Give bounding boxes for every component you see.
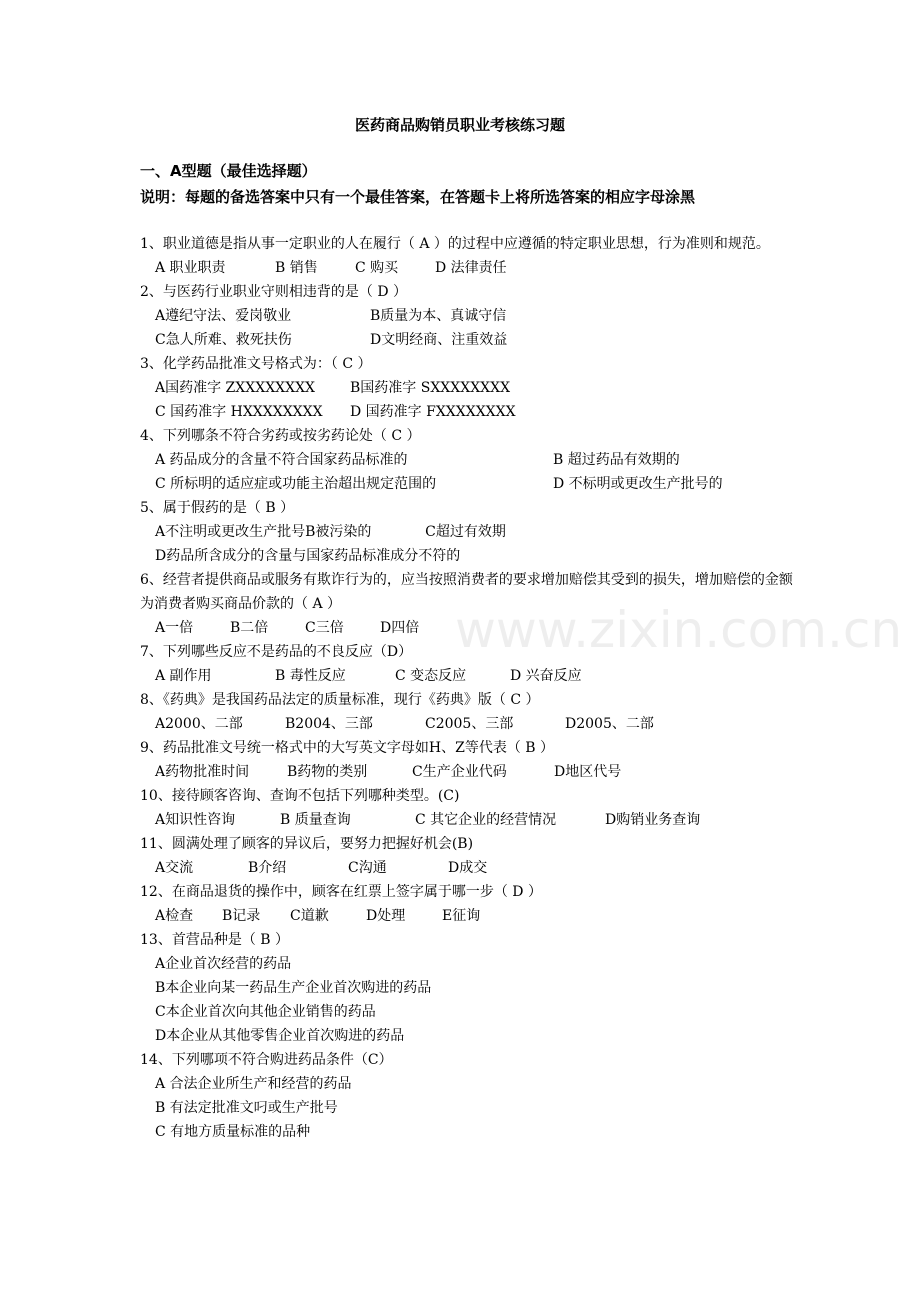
question-stem: 2、与医药行业职业守则相违背的是（ D ） xyxy=(140,284,408,300)
option-row xyxy=(140,328,800,352)
question-item xyxy=(140,424,800,496)
answer-option: D 法律责任 xyxy=(435,260,507,276)
question-stem: 14、下列哪项不符合购进药品条件（C） xyxy=(140,1052,393,1068)
answer-option: A交流 xyxy=(155,860,194,876)
question-stem: 12、在商品退货的操作中，顾客在红票上签字属于哪一步（ D ） xyxy=(140,884,542,900)
question-stem: 11、圆满处理了顾客的异议后，要努力把握好机会(B) xyxy=(140,836,474,852)
option-row xyxy=(140,448,800,472)
option-row xyxy=(140,544,800,568)
answer-option: A国药准字 ZXXXXXXXX xyxy=(155,380,316,396)
section-heading: 一、A型题（最佳选择题） xyxy=(140,162,317,180)
answer-option: B 毒性反应 xyxy=(275,668,346,684)
answer-option: A检查 xyxy=(155,908,194,924)
question-stem: 5、属于假药的是（ B ） xyxy=(140,500,295,516)
answer-option: D 国药准字 FXXXXXXXX xyxy=(350,404,516,420)
answer-option: C 购买 xyxy=(355,260,399,276)
question-item xyxy=(140,736,800,784)
answer-option: B2004、三部 xyxy=(285,716,373,732)
option-row xyxy=(140,952,800,976)
answer-option: D2005、二部 xyxy=(565,716,654,732)
answer-option: C道歉 xyxy=(290,908,329,924)
question-item xyxy=(140,928,800,1048)
question-item xyxy=(140,688,800,736)
question-item xyxy=(140,832,800,880)
answer-option: B国药准字 SXXXXXXXX xyxy=(350,380,511,396)
option-row xyxy=(140,1024,800,1048)
answer-option: A不注明或更改生产批号 xyxy=(155,524,306,540)
answer-option: E征询 xyxy=(442,908,481,924)
answer-option: B药物的类别 xyxy=(287,764,368,780)
question-item xyxy=(140,880,800,928)
question-item xyxy=(140,280,800,352)
answer-option: C2005、三部 xyxy=(425,716,514,732)
question-item xyxy=(140,352,800,424)
answer-option: C本企业首次向其他企业销售的药品 xyxy=(155,1004,376,1020)
question-stem: 10、接待顾客咨询、查询不包括下列哪种类型。(C) xyxy=(140,788,460,804)
option-row xyxy=(140,616,800,640)
answer-option: A遵纪守法、爱岗敬业 xyxy=(155,308,292,324)
option-row xyxy=(140,904,800,928)
answer-option: C 所标明的适应症或功能主治超出规定范围的 xyxy=(155,476,437,492)
option-row xyxy=(140,1072,800,1096)
answer-option: C急人所难、救死扶伤 xyxy=(155,332,292,348)
option-row xyxy=(140,856,800,880)
answer-option: A药物批准时间 xyxy=(155,764,250,780)
option-row xyxy=(140,664,800,688)
option-row xyxy=(140,472,800,496)
answer-option: D 兴奋反应 xyxy=(510,668,582,684)
answer-option: A2000、二部 xyxy=(155,716,243,732)
answer-option: B记录 xyxy=(222,908,261,924)
answer-option: C超过有效期 xyxy=(425,524,506,540)
answer-option: D成交 xyxy=(448,860,488,876)
answer-option: C 有地方质量标准的品种 xyxy=(155,1124,311,1140)
answer-option: C 国药准字 HXXXXXXXX xyxy=(155,404,323,420)
option-row xyxy=(140,760,800,784)
option-row xyxy=(140,712,800,736)
question-item xyxy=(140,784,800,832)
answer-option: B 超过药品有效期的 xyxy=(553,452,680,468)
answer-option: D文明经商、注重效益 xyxy=(370,332,508,348)
answer-option: C三倍 xyxy=(305,620,344,636)
section-instructions: 说明：每题的备选答案中只有一个最佳答案，在答题卡上将所选答案的相应字母涂黑 xyxy=(140,188,696,206)
answer-option: B本企业向某一药品生产企业首次购进的药品 xyxy=(155,980,432,996)
answer-option: D处理 xyxy=(366,908,406,924)
question-item xyxy=(140,1048,800,1144)
answer-option: A一倍 xyxy=(155,620,194,636)
question-stem: 7、下列哪些反应不是药品的不良反应（D） xyxy=(140,644,413,660)
question-stem: 8、《药典》是我国药品法定的质量标准，现行《药典》版（ C ） xyxy=(140,692,540,708)
question-item xyxy=(140,640,800,688)
answer-option: C 其它企业的经营情况 xyxy=(415,812,557,828)
answer-option: A企业首次经营的药品 xyxy=(155,956,292,972)
answer-option: B介绍 xyxy=(248,860,287,876)
answer-option: D四倍 xyxy=(380,620,420,636)
answer-option: B被污染的 xyxy=(305,524,372,540)
answer-option: A 职业职责 xyxy=(155,260,226,276)
answer-option: C 变态反应 xyxy=(395,668,467,684)
question-item xyxy=(140,568,800,640)
question-stem: 3、化学药品批准文号格式为：（ C ） xyxy=(140,356,372,372)
answer-option: D地区代号 xyxy=(554,764,622,780)
question-list xyxy=(140,232,800,1144)
answer-option: D购销业务查询 xyxy=(605,812,701,828)
question-stem: 9、药品批准文号统一格式中的大写英文字母如H、Z等代表（ B ） xyxy=(140,740,555,756)
option-row xyxy=(140,256,800,280)
question-stem: 13、首营品种是（ B ） xyxy=(140,932,290,948)
answer-option: D本企业从其他零售企业首次购进的药品 xyxy=(155,1028,405,1044)
answer-option: A知识性咨询 xyxy=(155,812,236,828)
answer-option: B 质量查询 xyxy=(280,812,351,828)
option-row xyxy=(140,1120,800,1144)
answer-option: A 合法企业所生产和经营的药品 xyxy=(155,1076,352,1092)
option-row xyxy=(140,1096,800,1120)
watermark: www.zixin.com.cn xyxy=(455,601,903,659)
answer-option: C沟通 xyxy=(348,860,387,876)
answer-option: D药品所含成分的含量与国家药品标准成分不符的 xyxy=(155,548,461,564)
option-row xyxy=(140,976,800,1000)
answer-option: C生产企业代码 xyxy=(412,764,507,780)
answer-option: D 不标明或更改生产批号的 xyxy=(553,476,723,492)
question-item xyxy=(140,496,800,568)
answer-option: B 有法定批准文叼或生产批号 xyxy=(155,1100,338,1116)
option-row xyxy=(140,400,800,424)
answer-option: A 副作用 xyxy=(155,668,212,684)
question-item xyxy=(140,232,800,280)
answer-option: B质量为本、真诚守信 xyxy=(370,308,507,324)
question-stem: 4、下列哪条不符合劣药或按劣药论处（ C ） xyxy=(140,428,421,444)
answer-option: B二倍 xyxy=(230,620,269,636)
option-row xyxy=(140,376,800,400)
question-stem: 6、经营者提供商品或服务有欺诈行为的，应当按照消费者的要求增加赔偿其受到的损失，增加赔偿的金额为消费者购买商品价款的（ A ） xyxy=(140,572,793,612)
option-row xyxy=(140,808,800,832)
document-title: 医药商品购销员职业考核练习题 xyxy=(354,116,565,134)
answer-option: B 销售 xyxy=(275,260,318,276)
option-row xyxy=(140,520,800,544)
option-row xyxy=(140,1000,800,1024)
option-row xyxy=(140,304,800,328)
question-stem: 1、职业道德是指从事一定职业的人在履行（ A ）的过程中应遵循的特定职业思想，行为准则和规范。 xyxy=(140,236,770,252)
answer-option: A 药品成分的含量不符合国家药品标准的 xyxy=(155,452,408,468)
